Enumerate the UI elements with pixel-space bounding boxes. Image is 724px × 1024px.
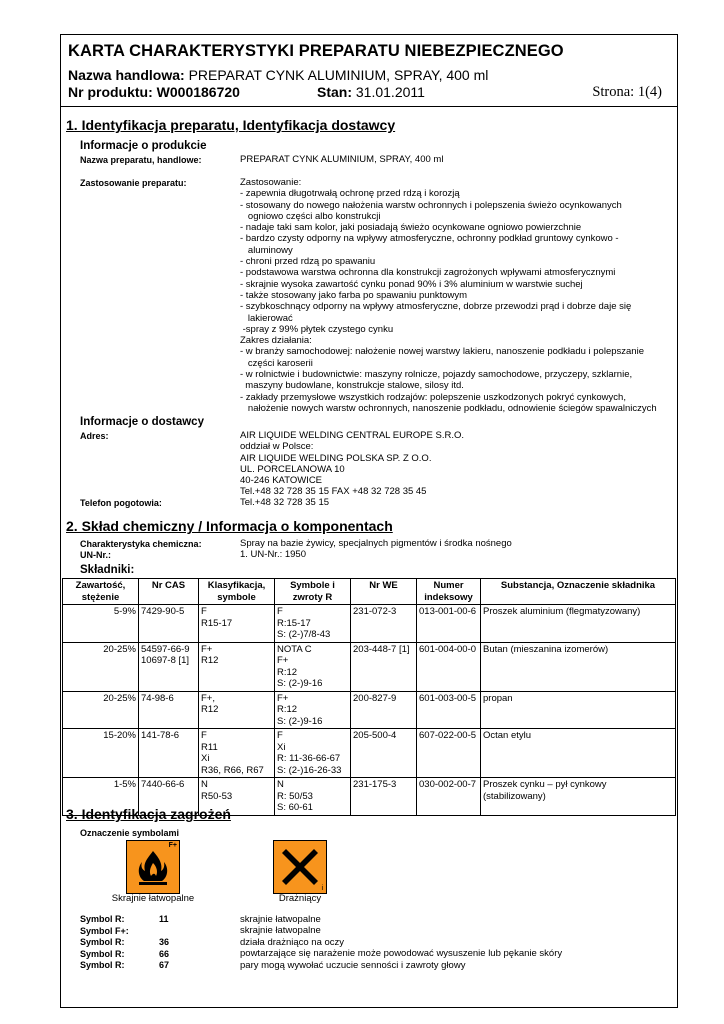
components-heading: Składniki: xyxy=(80,564,135,576)
table-cell-class: F R15-17 xyxy=(199,605,275,643)
flammable-caption: Skrajnie łatwopalne xyxy=(111,893,195,904)
column-header: Nr CAS xyxy=(139,579,199,605)
section1-heading: 1. Identyfikacja preparatu, Identyfikacja dostawcy xyxy=(66,117,396,133)
r-phrase-code: 67 xyxy=(159,960,170,970)
table-cell-conc: 15-20% xyxy=(63,729,139,778)
table-cell-conc: 20-25% xyxy=(63,642,139,691)
table-cell-class: F+, R12 xyxy=(199,691,275,729)
status-date: Stan: 31.01.2011 xyxy=(317,84,425,100)
symbol-code-fplus: F+ xyxy=(168,842,177,849)
section2-heading: 2. Skład chemiczny / Informacja o komponentach xyxy=(66,518,393,534)
un-value: 1. UN-Nr.: 1950 xyxy=(240,549,306,560)
r-phrase-label: Symbol R: xyxy=(80,960,125,970)
table-cell-index: 013-001-00-6 xyxy=(417,605,481,643)
r-phrase-code: 66 xyxy=(159,948,170,959)
column-header: Symbole i zwroty R xyxy=(275,579,351,605)
address-value: AIR LIQUIDE WELDING CENTRAL EUROPE S.R.O. oddział w Polsce: AIR LIQUIDE WELDING POLSKA SP. Z O.O. UL. PORCELANOWA 10 40-246 KATOWICE Tel.+48 32 728 35 15 FAX +48 32 728 35 45 xyxy=(240,430,464,498)
table-cell-rphrases: NOTA C F+ R:12 S: (2-)9-16 xyxy=(275,642,351,691)
r-phrase-text: pary mogą wywołać uczucie senności i zawroty głowy xyxy=(240,959,466,971)
table-cell-class: F R11 Xi R36, R66, R67 xyxy=(199,729,275,778)
chem-value: Spray na bazie żywicy, specjalnych pigmentów i środka nośnego xyxy=(240,538,512,549)
r-phrase-label: Symbol R: xyxy=(80,948,125,959)
chem-label: Charakterystyka chemiczna: xyxy=(80,539,202,549)
product-line xyxy=(68,84,670,102)
flammable-symbol xyxy=(126,840,180,894)
section3-heading: 3. Identyfikacja zagrożeń xyxy=(66,806,231,822)
table-cell-substance: Proszek cynku – pył cynkowy (stabilizowany) xyxy=(481,778,676,816)
table-row xyxy=(63,691,676,729)
product-name-label: Nazwa preparatu, handlowe: xyxy=(80,155,202,165)
table-cell-class: F+ R12 xyxy=(199,642,275,691)
table-cell-conc: 1-5% xyxy=(63,778,139,816)
product-name-value: PREPARAT CYNK ALUMINIUM, SPRAY, 400 ml xyxy=(240,154,444,165)
trade-name-line xyxy=(68,67,670,84)
table-cell-we: 205-500-4 xyxy=(351,729,417,778)
trade-name-label: Nazwa handlowa: xyxy=(68,67,185,83)
emergency-value: Tel.+48 32 728 35 15 xyxy=(240,497,330,508)
components-table xyxy=(62,578,676,816)
table-cell-conc: 5-9% xyxy=(63,605,139,643)
document-title: KARTA CHARAKTERYSTYKI PREPARATU NIEBEZPIECZNEGO xyxy=(68,42,564,60)
r-phrase-label: Symbol F+: xyxy=(80,925,129,936)
table-cell-cas: 74-98-6 xyxy=(139,691,199,729)
irritant-symbol xyxy=(273,840,327,894)
table-cell-index: 601-004-00-0 xyxy=(417,642,481,691)
table-cell-cas: 141-78-6 xyxy=(139,729,199,778)
irritant-caption: Drażniący xyxy=(278,893,322,904)
table-cell-conc: 20-25% xyxy=(63,691,139,729)
address-label: Adres: xyxy=(80,431,109,441)
table-cell-cas: 7440-66-6 xyxy=(139,778,199,816)
table-header-row xyxy=(63,579,676,605)
table-cell-substance: Octan etylu xyxy=(481,729,676,778)
document-header xyxy=(60,34,678,107)
table-cell-cas: 54597-66-9 10697-8 [1] xyxy=(139,642,199,691)
r-phrase-label: Symbol R: xyxy=(80,937,125,947)
r-phrase-text: działa drażniąco na oczy xyxy=(240,936,345,948)
table-cell-we: 231-175-3 xyxy=(351,778,417,816)
r-phrase-code: 11 xyxy=(159,914,169,924)
r-phrase-text: powtarzające się narażenie może powodować wysuszenie lub pękanie skóry xyxy=(240,948,563,959)
table-cell-rphrases: F Xi R: 11-36-66-67 S: (2-)16-26-33 xyxy=(275,729,351,778)
r-phrase-text: skrajnie łatwopalne xyxy=(240,925,321,936)
table-cell-rphrases: F+ R:12 S: (2-)9-16 xyxy=(275,691,351,729)
emergency-label: Telefon pogotowia: xyxy=(80,498,162,508)
column-header: Numer indeksowy xyxy=(417,579,481,605)
r-phrase-code: 36 xyxy=(159,937,170,947)
table-row xyxy=(63,642,676,691)
table-cell-rphrases: F R:15-17 S: (2-)7/8-43 xyxy=(275,605,351,643)
supplier-heading: Informacje o dostawcy xyxy=(80,416,204,428)
column-header: Zawartość, stężenie xyxy=(63,579,139,605)
un-label: UN-Nr.: xyxy=(80,550,111,560)
table-cell-class: N R50-53 xyxy=(199,778,275,816)
product-number-value: W000186720 xyxy=(156,84,240,100)
column-header: Nr WE xyxy=(351,579,417,605)
table-cell-cas: 7429-90-5 xyxy=(139,605,199,643)
product-number-label: Nr produktu: xyxy=(68,84,153,100)
x-cross-icon xyxy=(274,841,326,893)
table-cell-index: 607-022-00-5 xyxy=(417,729,481,778)
table-cell-we: 231-072-3 xyxy=(351,605,417,643)
table-row xyxy=(63,605,676,643)
usage-text: Zastosowanie: - zapewnia długotrwałą ochronę przed rdzą i korozją - stosowany do nowego nałożenia warstw ochronnych i polepszenia świeżo ocynkowanych ogniowo części albo konstrukcji - nadaje taki sam kolor, jaki posiadają świeżo ocynkowane ogniowo powierzchnie - bardzo czysty odporny na wpływy atmosferyczne, ochronny podkład gruntowy cynkowo - aluminowy - chroni przed rdzą po spawaniu - podstawowa warstwa ochronna dla konstrukcji zagrożonych wpływami atmosferycznymi - skrajnie wysoka zawartość cynku ponad 90% i 3% aluminium w warstwie suchej - także stosowany jako farba po spawaniu punktowym - szybkoschnący odporny na wpływy atmosferyczne, dobrze przewodzi prąd i dobrze daje się lakierować -spray z 99% płytek czystego cynku Zakres działania: - w branży samochodowej: nałożenie nowej warstwy lakieru, nanoszenie podkładu i polepszanie części karoserii - w rolnictwie i budownictwie: maszyny rolnicze, pojazdy samochodowe, przyczepy, szklarnie, maszyny budowlane, konstrukcje stalowe, silosy itd. - zakłady przemysłowe wszystkich rodzajów: polepszenie uszkodzonych pokryć cynkowych, nałożenie nowych warstw ochronnych, nanoszenie podkładu, odnowienie ściegów spawalniczych xyxy=(240,177,657,414)
marking-label: Oznaczenie symbolami xyxy=(80,828,180,838)
table-cell-index: 030-002-00-7 xyxy=(417,778,481,816)
page-number: Strona: 1(4) xyxy=(592,84,662,100)
table-row xyxy=(63,729,676,778)
table-cell-substance: Butan (mieszanina izomerów) xyxy=(481,642,676,691)
table-cell-rphrases: N R: 50/53 S: 60-61 xyxy=(275,778,351,816)
table-cell-index: 601-003-00-5 xyxy=(417,691,481,729)
usage-label: Zastosowanie preparatu: xyxy=(80,178,187,188)
table-cell-we: 200-827-9 xyxy=(351,691,417,729)
table-cell-we: 203-448-7 [1] xyxy=(351,642,417,691)
r-phrase-label: Symbol R: xyxy=(80,914,125,924)
symbol-code-i: i xyxy=(321,885,323,892)
trade-name-value: PREPARAT CYNK ALUMINIUM, SPRAY, 400 ml xyxy=(188,67,489,83)
table-cell-substance: propan xyxy=(481,691,676,729)
column-header: Substancja, Oznaczenie składnika xyxy=(481,579,676,605)
r-phrase-text: skrajnie łatwopalne xyxy=(240,913,321,925)
table-cell-substance: Proszek aluminium (flegmatyzowany) xyxy=(481,605,676,643)
table-body xyxy=(63,605,676,816)
column-header: Klasyfikacja, symbole xyxy=(199,579,275,605)
production-heading: Informacje o produkcie xyxy=(80,140,207,152)
